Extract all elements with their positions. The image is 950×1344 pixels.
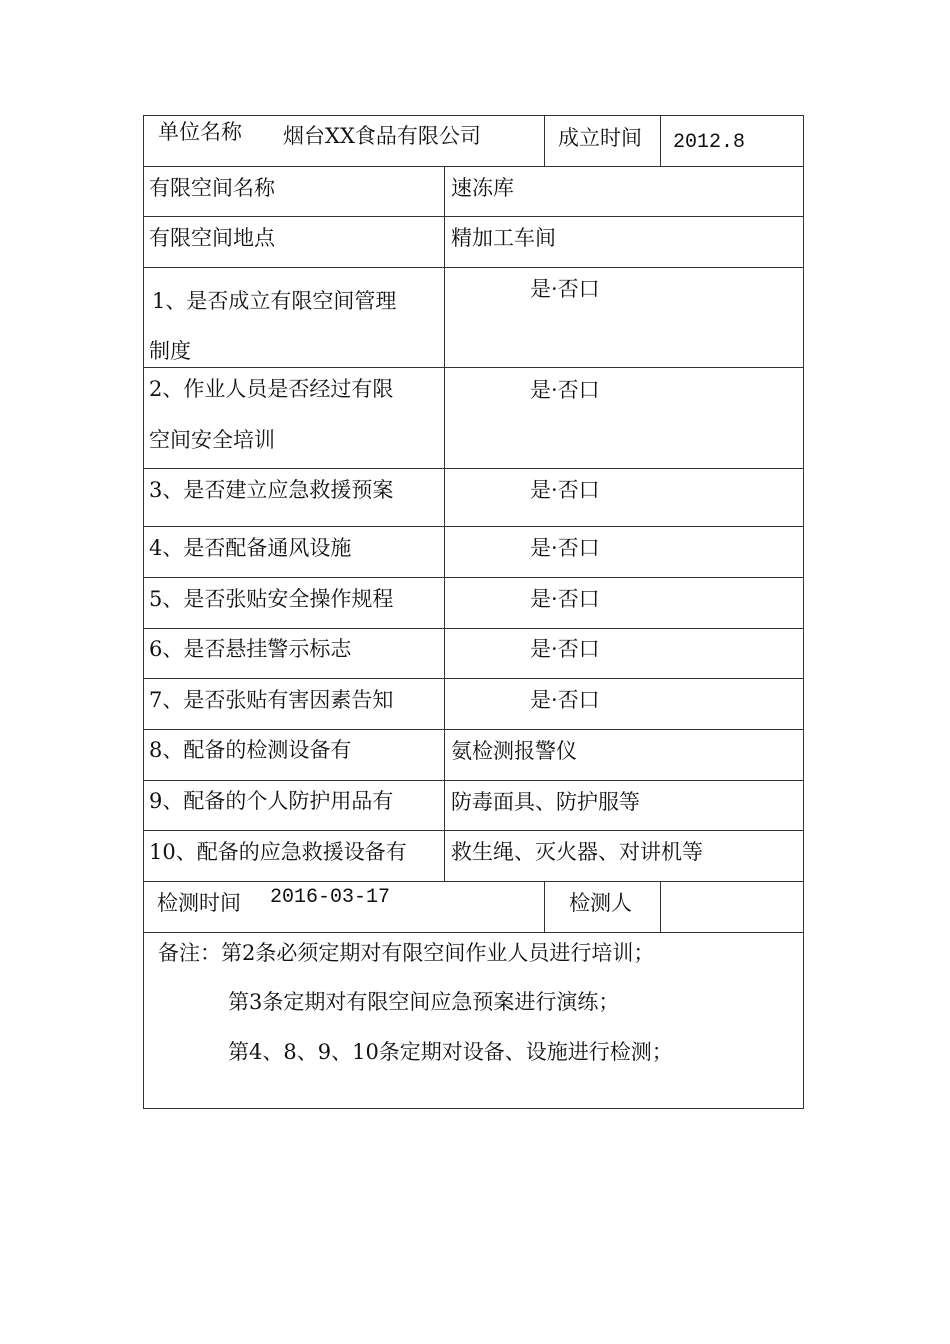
inspection-time-value: 2016-03-17 [270, 886, 391, 909]
remarks-line-1: 备注：第2条必须定期对有限空间作业人员进行培训； [158, 941, 655, 965]
row-divider [144, 577, 803, 578]
check-7-question: 7、是否张贴有害因素告知 [149, 688, 394, 712]
check-3-answer: 是·否口 [530, 478, 600, 502]
space-location-value: 精加工车间 [451, 226, 556, 250]
row-divider [144, 830, 803, 831]
inspection-time-label: 检测时间 [157, 891, 241, 915]
row-divider [144, 729, 803, 730]
check-1-question: 1、是否成立有限空间管理 [152, 289, 397, 313]
equipment-10-answer: 救生绳、灭火器、对讲机等 [451, 840, 703, 864]
check-2-answer: 是·否口 [530, 378, 600, 402]
check-4-answer: 是·否口 [530, 536, 600, 560]
row-divider [144, 166, 803, 167]
row-divider [144, 367, 803, 368]
equipment-9-question: 9、配备的个人防护用品有 [149, 789, 394, 813]
check-1-question-cont: 制度 [149, 339, 191, 363]
row-divider [144, 932, 803, 933]
unit-name-label: 单位名称 [158, 120, 242, 144]
equipment-8-question: 8、配备的检测设备有 [149, 738, 352, 762]
row-divider [144, 468, 803, 469]
row-divider [144, 780, 803, 781]
column-divider [660, 116, 661, 166]
check-2-question-cont: 空间安全培训 [149, 428, 275, 452]
row-divider [144, 267, 803, 268]
space-location-label: 有限空间地点 [149, 226, 275, 250]
check-1-answer: 是·否口 [530, 277, 600, 301]
check-7-answer: 是·否口 [530, 688, 600, 712]
remarks-line-2: 第3条定期对有限空间应急预案进行演练； [228, 990, 620, 1014]
inspector-label: 检测人 [569, 891, 632, 915]
check-2-question: 2、作业人员是否经过有限 [149, 377, 394, 401]
equipment-8-answer: 氨检测报警仪 [451, 739, 577, 763]
equipment-10-question: 10、配备的应急救援设备有 [149, 840, 407, 864]
equipment-9-answer: 防毒面具、防护服等 [451, 790, 640, 814]
unit-name-value: 烟台XX食品有限公司 [283, 124, 481, 148]
established-value: 2012.8 [673, 131, 746, 154]
remarks-line-3: 第4、8、9、10条定期对设备、设施进行检测； [228, 1040, 673, 1064]
space-name-label: 有限空间名称 [149, 176, 275, 200]
row-divider [144, 216, 803, 217]
column-divider [660, 881, 661, 932]
established-label: 成立时间 [558, 126, 642, 150]
column-divider [544, 881, 545, 932]
check-4-question: 4、是否配备通风设施 [149, 536, 352, 560]
check-5-answer: 是·否口 [530, 587, 600, 611]
check-6-answer: 是·否口 [530, 637, 600, 661]
row-divider [144, 526, 803, 527]
row-divider [144, 881, 803, 882]
column-divider [444, 166, 445, 881]
column-divider [544, 116, 545, 166]
check-6-question: 6、是否悬挂警示标志 [149, 637, 352, 661]
row-divider [144, 628, 803, 629]
check-3-question: 3、是否建立应急救援预案 [149, 478, 394, 502]
check-5-question: 5、是否张贴安全操作规程 [149, 587, 394, 611]
row-divider [144, 678, 803, 679]
space-name-value: 速冻库 [451, 176, 514, 200]
